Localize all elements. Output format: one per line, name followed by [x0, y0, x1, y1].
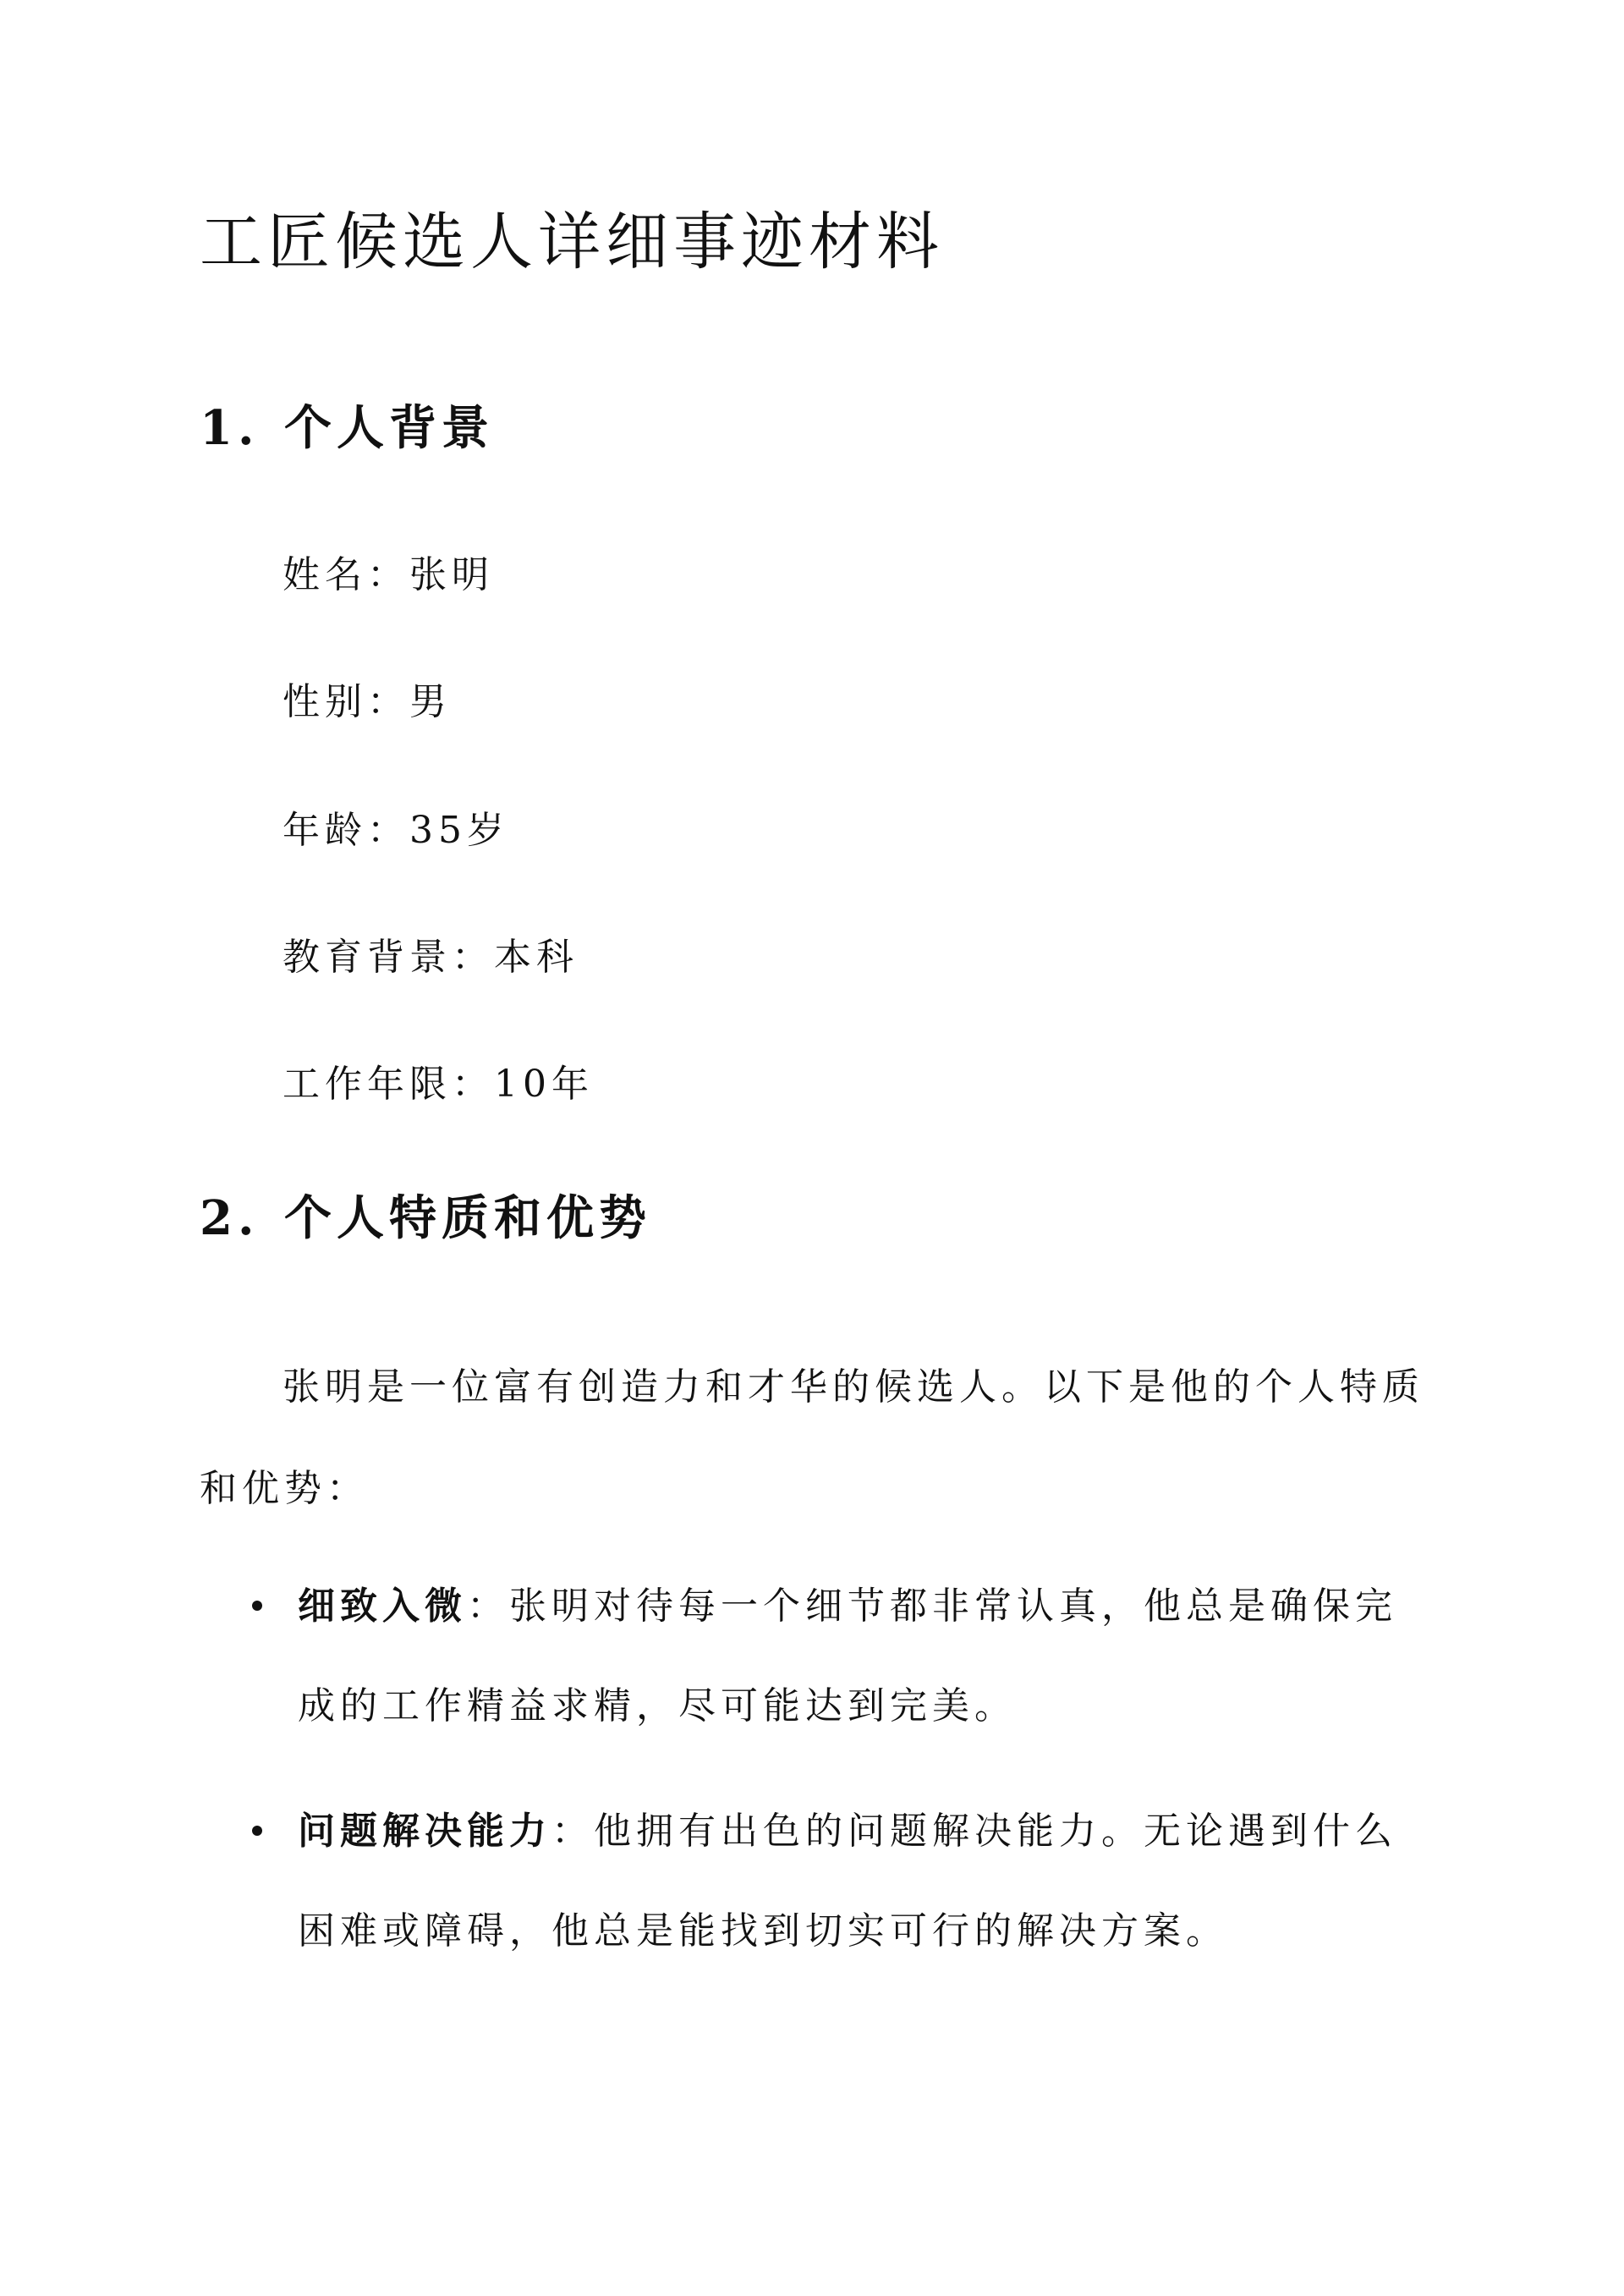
list-item [200, 1782, 1423, 1981]
list-item [200, 1557, 1423, 1756]
document-title: 工匠候选人详细事迹材料 [200, 206, 944, 278]
section-heading-personal-background [200, 394, 494, 462]
field-gender: 性别：男 [283, 680, 452, 723]
field-work-years: 工作年限：10年 [283, 1063, 594, 1106]
trait-description: ：他拥有出色的问题解决能力。无论遇到什么困难或障碍，他总是能找到切实可行的解决方案。 [298, 1810, 1397, 1953]
section-heading-traits [200, 1184, 651, 1252]
field-name: 姓名：张明 [283, 553, 494, 596]
field-education: 教育背景：本科 [283, 936, 579, 979]
section-title: 个人背景 [284, 400, 494, 456]
section-number: 2. [200, 1190, 260, 1246]
section-title: 个人特质和优势 [284, 1190, 651, 1246]
bullet-icon [252, 1826, 262, 1836]
trait-description: ：张明对待每一个细节都非常认真，他总是确保完成的工作精益求精，尽可能达到完美。 [298, 1585, 1397, 1727]
bullet-icon [252, 1601, 262, 1611]
trait-term: 问题解决能力 [298, 1810, 551, 1853]
section-number: 1. [200, 400, 260, 456]
field-age: 年龄：35岁 [283, 809, 509, 852]
traits-list [200, 1557, 1435, 2007]
trait-term: 细致入微 [298, 1585, 467, 1628]
intro-paragraph: 张明是一位富有创造力和才华的候选人。以下是他的个人特质和优势： [200, 1365, 1424, 1510]
